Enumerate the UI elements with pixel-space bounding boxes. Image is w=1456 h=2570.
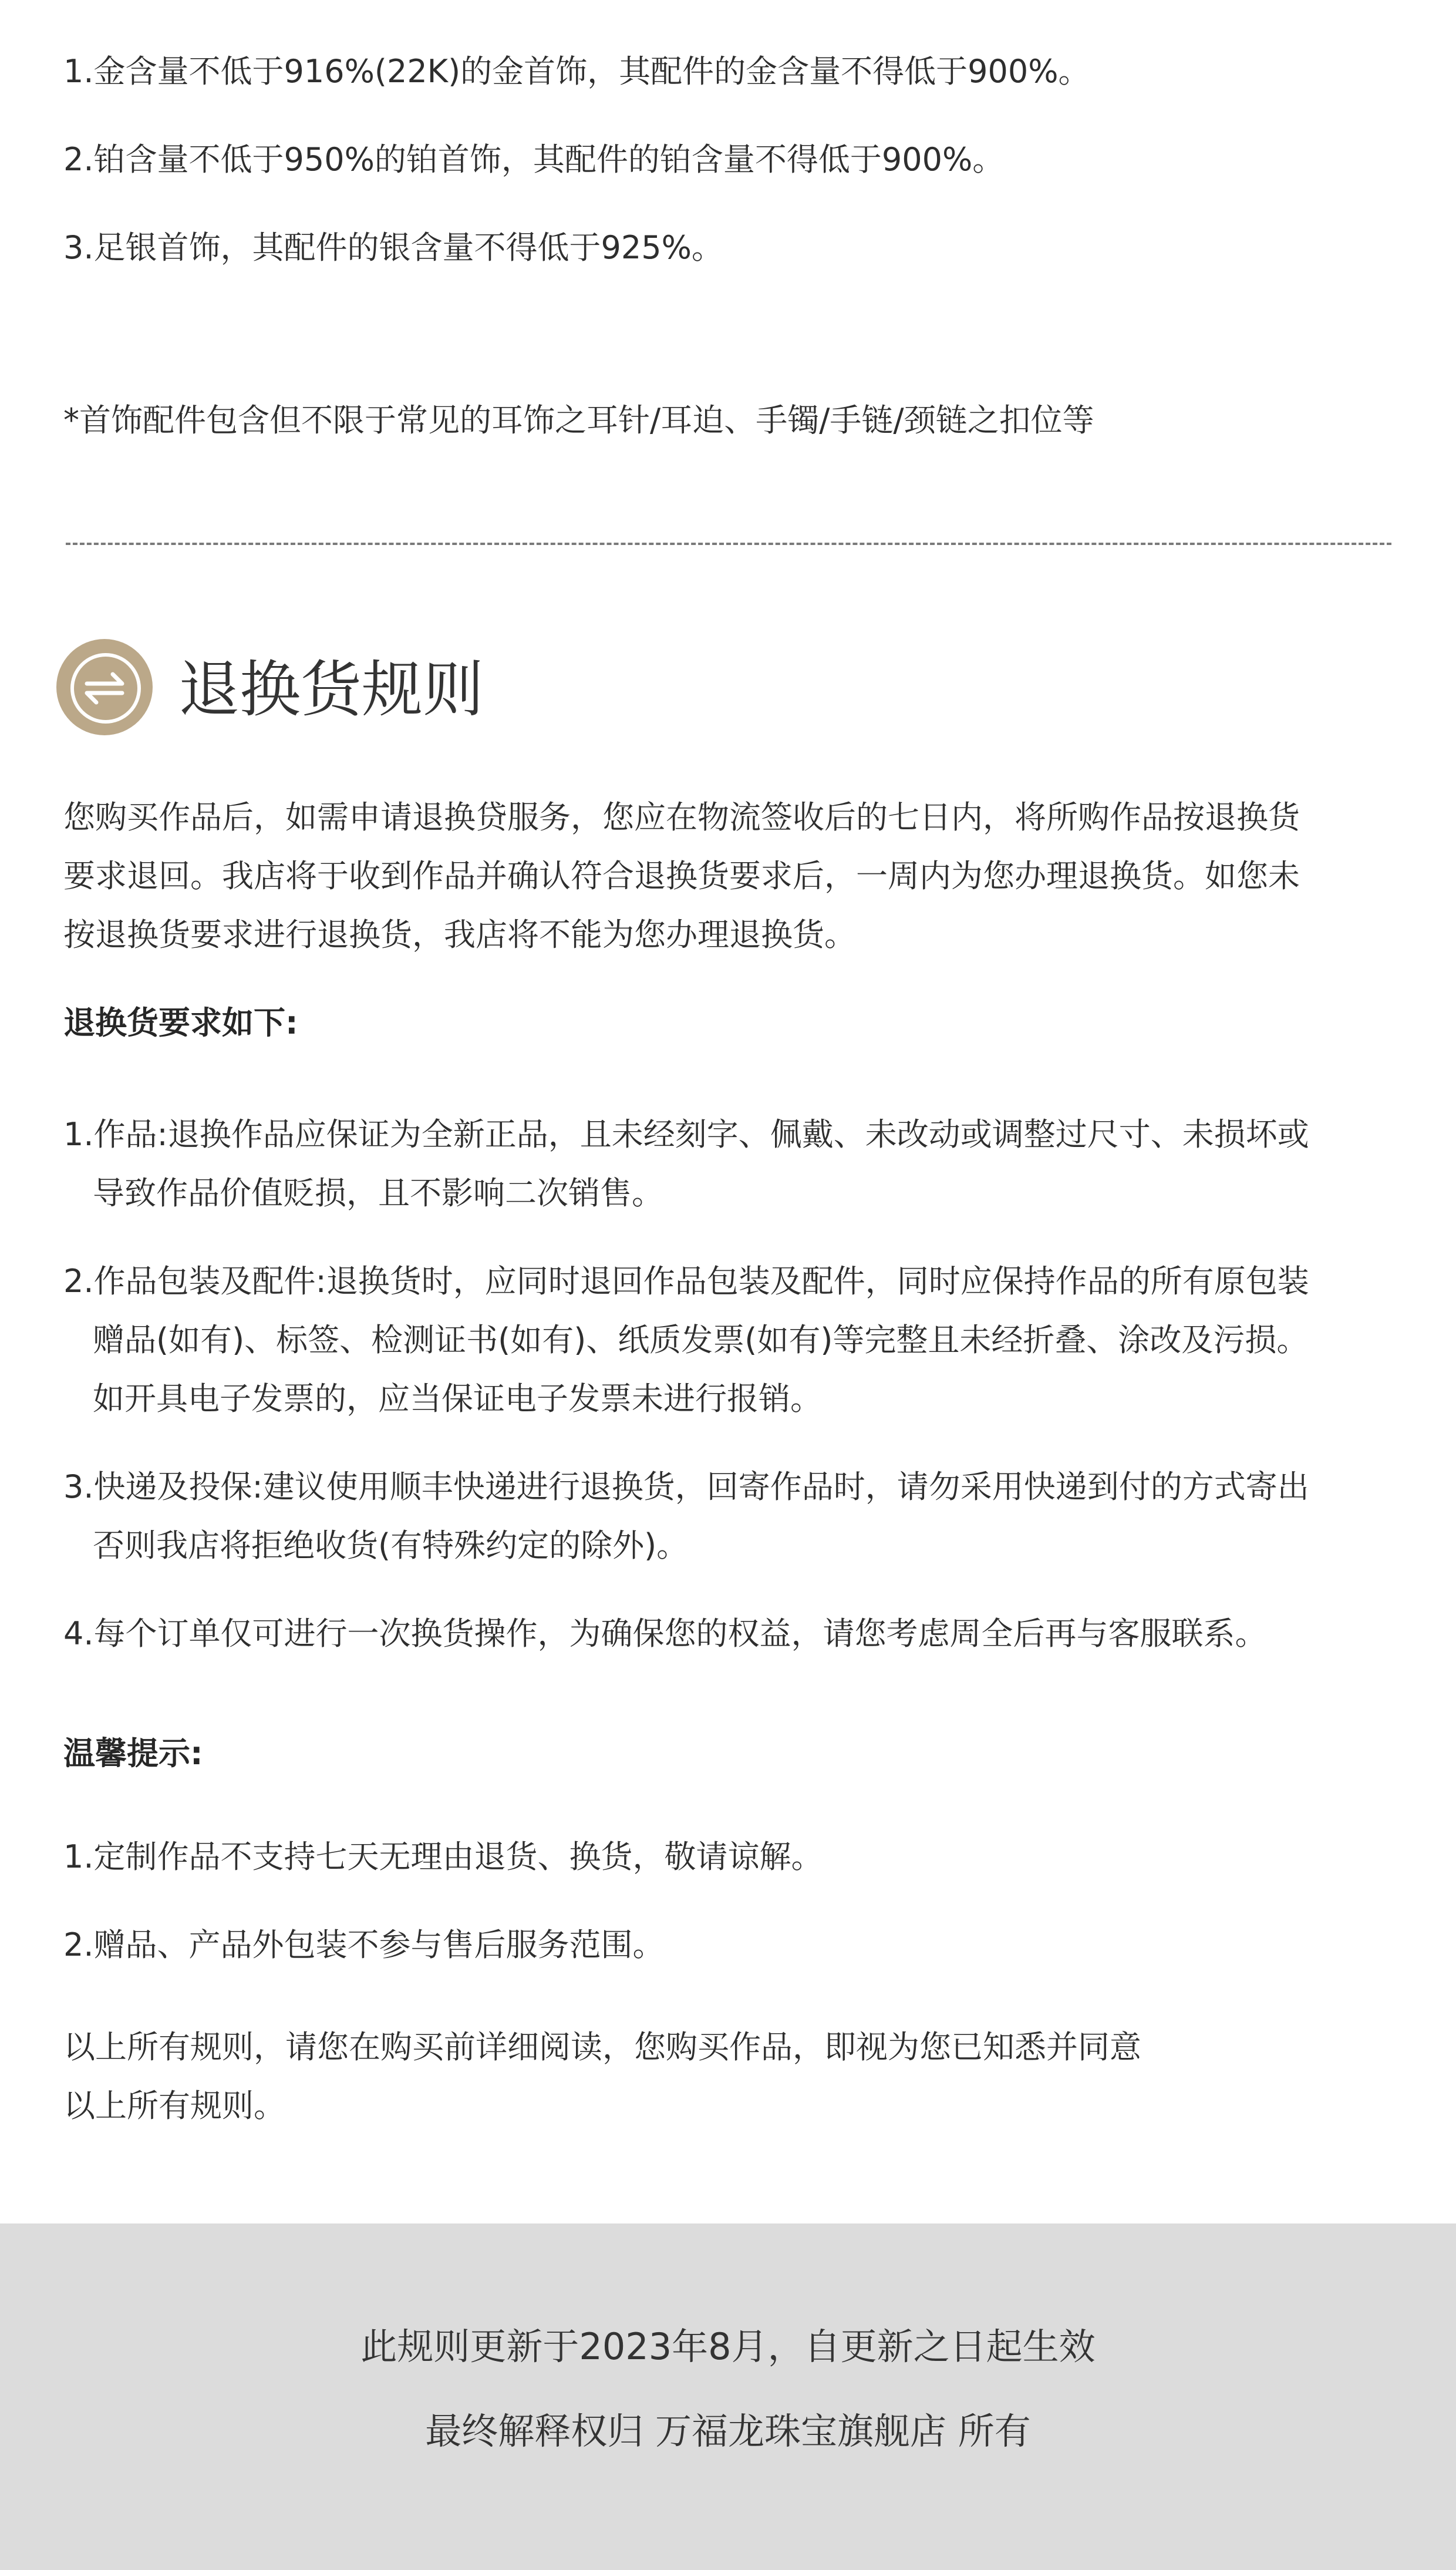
tip-item: 2.赠品、产品外包装不参与售后服务范围。 [63, 1926, 665, 1963]
footer-update-date: 此规则更新于2023年8月，自更新之日起生效 [360, 2325, 1096, 2368]
requirement-line: 3.快递及投保:建议使用顺丰快递进行退换货，回寄作品时，请勿采用快递到付的方式寄出 [63, 1468, 1309, 1505]
section-title: 退换货规则 [178, 654, 484, 725]
intro-line: 您购买作品后，如需申请退换贷服务，您应在物流签收后的七日内，将所购作品按退换货 [63, 799, 1300, 836]
requirement-item [63, 1604, 1267, 1663]
requirement-line: 否则我店将拒绝收货(有特殊约定的除外)。 [93, 1527, 689, 1564]
purity-item-platinum: 2.铂含量不低于950%的铂首饰，其配件的铂含量不得低于900%。 [63, 141, 1005, 178]
tips-heading: 温馨提示: [63, 1735, 203, 1772]
closing-line: 以上所有规则，请您在购买前详细阅读，您购买作品，即视为您已知悉并同意 [63, 2029, 1141, 2066]
purity-item-gold: 1.金含量不低于916%(22K)的金首饰，其配件的金含量不得低于900%。 [63, 53, 1090, 90]
tip-item: 1.定制作品不支持七天无理由退货、换货，敬请谅解。 [63, 1838, 823, 1875]
footer-ownership: 最终解释权归 万福龙珠宝旗舰店 所有 [425, 2410, 1031, 2453]
requirement-item [63, 1105, 1309, 1223]
intro-paragraph [63, 788, 1300, 964]
intro-line: 按退换货要求进行退换货，我店将不能为您办理退换货。 [63, 916, 856, 953]
closing-line: 以上所有规则。 [63, 2087, 285, 2124]
requirement-line: 1.作品:退换作品应保证为全新正品，且未经刻字、佩戴、未改动或调整过尺寸、未损坏或 [63, 1116, 1309, 1153]
accessory-note: *首饰配件包含但不限于常见的耳饰之耳针/耳迫、手镯/手链/颈链之扣位等 [63, 402, 1094, 439]
dashed-divider [66, 543, 1391, 545]
requirement-line: 导致作品价值贬损，且不影响二次销售。 [93, 1175, 663, 1212]
intro-line: 要求退回。我店将于收到作品并确认符合退换货要求后，一周内为您办理退换货。如您未 [63, 857, 1300, 894]
requirement-line: 2.作品包装及配件:退换货时，应同时退回作品包装及配件，同时应保持作品的所有原包装 [63, 1263, 1309, 1300]
requirement-item [63, 1458, 1309, 1575]
requirement-line: 赠品(如有)、标签、检测证书(如有)、纸质发票(如有)等完整且未经折叠、涂改及污损。 [93, 1321, 1309, 1358]
purity-item-silver: 3.足银首饰，其配件的银含量不得低于925%。 [63, 229, 723, 266]
requirement-item [63, 1252, 1309, 1428]
requirements-heading: 退换货要求如下: [63, 1004, 298, 1041]
return-exchange-icon [56, 639, 153, 735]
footer [0, 2223, 1456, 2570]
requirement-line: 4.每个订单仅可进行一次换货操作，为确保您的权益，请您考虑周全后再与客服联系。 [63, 1615, 1267, 1652]
closing-paragraph [63, 2018, 1141, 2135]
requirement-line: 如开具电子发票的，应当保证电子发票未进行报销。 [93, 1380, 822, 1417]
